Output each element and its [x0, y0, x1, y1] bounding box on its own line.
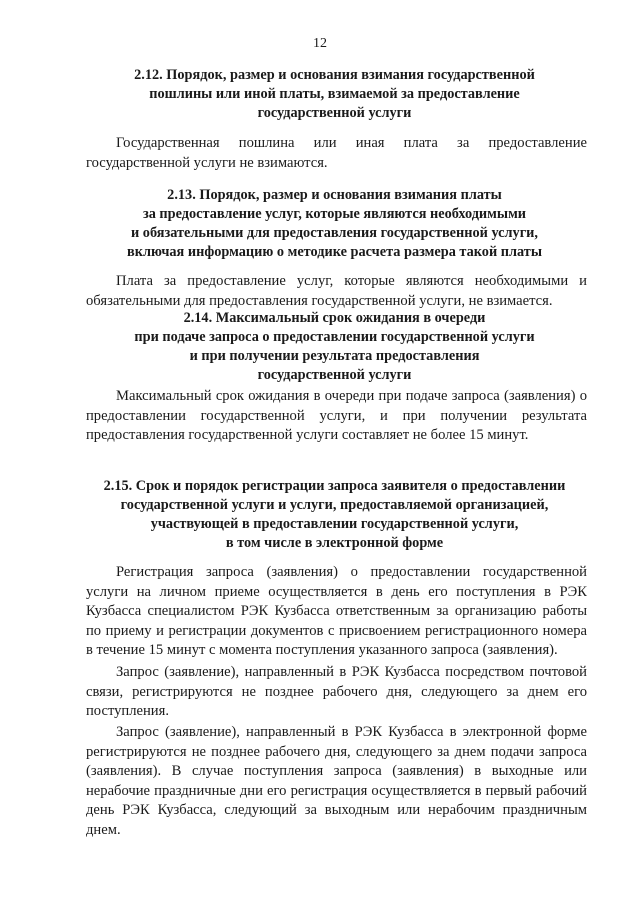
heading-line: 2.12. Порядок, размер и основания взимания государственной [134, 67, 535, 83]
heading-line: в том числе в электронной форме [225, 535, 444, 551]
heading-line: за предоставление услуг, которые являются необходимыми [142, 206, 527, 222]
heading-line: участвующей в предоставлении государственной услуги, [150, 516, 519, 532]
heading-line: государственной услуги [257, 105, 412, 121]
heading-line: 2.15. Срок и порядок регистрации запроса заявителя о предоставлении [103, 478, 566, 494]
paragraph-2-15-3: Запрос (заявление), направленный в РЭК Кузбасса в электронной форме регистрируются не позднее рабочего дня, следующего за днем подачи запроса (заявления). В случае поступления запроса (заявления) в выходные или нерабочие праздничные дни его регистрация осуществляется в первый рабочий день РЭК Кузбасса, следующий за выходным или нерабочим праздничным днем. [86, 724, 587, 838]
paragraph-2-13: Плата за предоставление услуг, которые являются необходимыми и обязательными для предоставления государственной услуги, не взимается. [86, 273, 587, 309]
heading-line: 2.13. Порядок, размер и основания взимания платы [167, 187, 502, 203]
heading-line: включая информацию о методике расчета размера такой платы [126, 244, 542, 260]
section-heading-2-13 [82, 186, 587, 262]
heading-line: и при получении результата предоставления [189, 348, 480, 364]
paragraph-2-15-1: Регистрация запроса (заявления) о предоставлении государственной услуги на личном приеме осуществляется в день его поступления в РЭК Кузбасса специалистом РЭК Кузбасса ответственным за организацию работы по приему и регистрации документов с присвоением регистрационного номера в течение 15 минут с момента поступления указанного запроса (заявления). [86, 564, 587, 658]
section-heading-2-14 [82, 309, 587, 385]
section-heading-2-12 [82, 66, 587, 123]
page-number: 12 [313, 36, 327, 51]
paragraph-2-14: Максимальный срок ожидания в очереди при подаче запроса (заявления) о предоставлении государственной услуги, и при получении результата предоставления государственной услуги составляет не более 15 минут. [86, 388, 587, 443]
heading-line: государственной услуги [257, 367, 412, 383]
heading-line: при подаче запроса о предоставлении государственной услуги [134, 329, 535, 345]
heading-line: государственной услуги и услуги, предоставляемой организацией, [120, 497, 549, 513]
heading-line: пошлины или иной платы, взимаемой за предоставление [149, 86, 520, 102]
section-heading-2-15 [70, 477, 599, 553]
heading-line: 2.14. Максимальный срок ожидания в очереди [183, 310, 486, 326]
heading-line: и обязательными для предоставления государственной услуги, [131, 225, 538, 241]
paragraph-2-12: Государственная пошлина или иная плата за предоставление государственной услуги не взимаются. [86, 135, 587, 171]
paragraph-2-15-2: Запрос (заявление), направленный в РЭК Кузбасса посредством почтовой связи, регистрируются не позднее рабочего дня, следующего за днем его поступления. [86, 664, 587, 719]
